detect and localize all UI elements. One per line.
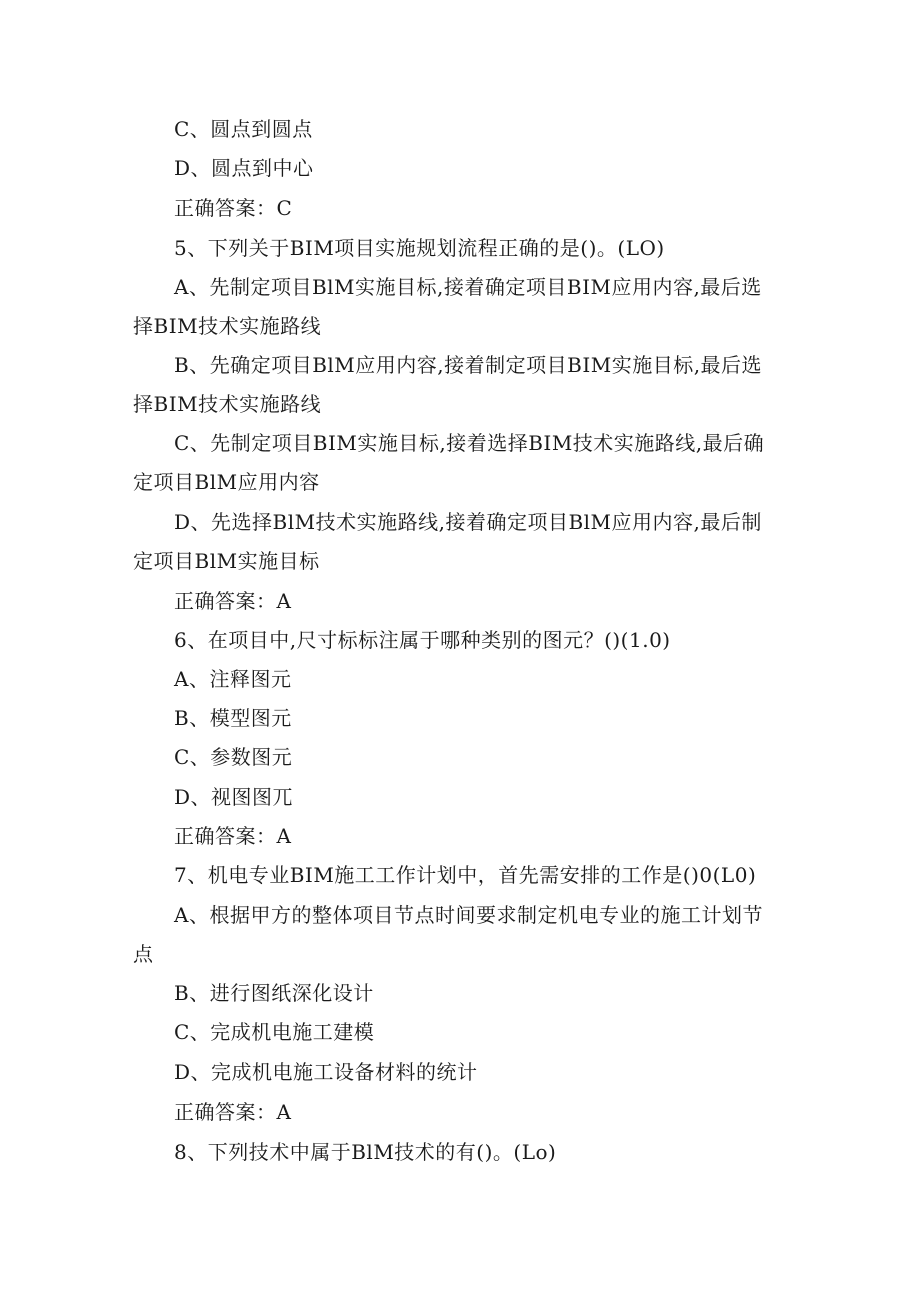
q6-option-c: C、参数图元 bbox=[174, 745, 293, 769]
q5-option-c-cont: 定项目BlM应用内容 bbox=[133, 470, 320, 494]
q6-option-b: B、模型图元 bbox=[174, 706, 292, 730]
option-c: C、圆点到圆点 bbox=[174, 117, 313, 141]
q5-option-d: D、先选择BlM技术实施路线,接着确定项目BlM应用内容,最后制 bbox=[174, 510, 762, 534]
q5-option-a: A、先制定项目BlM实施目标,接着确定项目BIM应用内容,最后选 bbox=[174, 275, 762, 299]
option-d: D、圆点到中心 bbox=[174, 156, 314, 180]
q5-option-a-cont: 择BIM技术实施路线 bbox=[133, 314, 322, 338]
q5-option-b-cont: 择BIM技术实施路线 bbox=[133, 392, 322, 416]
q5-answer: 正确答案：A bbox=[174, 589, 292, 613]
question-7: 7、机电专业BIM施工工作计划中，首先需安排的工作是()0(L0) bbox=[174, 863, 757, 887]
q6-option-d: D、视图图兀 bbox=[174, 785, 294, 809]
q5-option-b: B、先确定项目BlM应用内容,接着制定项目BIM实施目标,最后选 bbox=[174, 353, 763, 377]
q7-option-a-cont: 点 bbox=[133, 942, 154, 966]
question-5: 5、下列关于BIM项目实施规划流程正确的是()。(LO) bbox=[174, 236, 665, 260]
q5-option-d-cont: 定项目BlM实施目标 bbox=[133, 549, 320, 573]
answer-line: 正确答案：C bbox=[174, 196, 293, 220]
q7-option-c: C、完成机电施工建模 bbox=[174, 1020, 375, 1044]
q6-answer: 正确答案：A bbox=[174, 824, 292, 848]
question-6: 6、在项目中,尺寸标标注属于哪种类别的图元？()(1.0) bbox=[174, 628, 671, 652]
q6-option-a: A、注释图元 bbox=[174, 667, 292, 691]
q7-option-b: B、进行图纸深化设计 bbox=[174, 981, 374, 1005]
q7-option-a: A、根据甲方的整体项目节点时间要求制定机电专业的施工计划节 bbox=[174, 903, 763, 927]
q7-option-d: D、完成机电施工设备材料的统计 bbox=[174, 1060, 478, 1084]
q5-option-c: C、先制定项目BIM实施目标,接着选择BIM技术实施路线,最后确 bbox=[174, 431, 765, 455]
question-8: 8、下列技术中属于BlM技术的有()。(Lo) bbox=[174, 1140, 557, 1164]
q7-answer: 正确答案：A bbox=[174, 1100, 292, 1124]
